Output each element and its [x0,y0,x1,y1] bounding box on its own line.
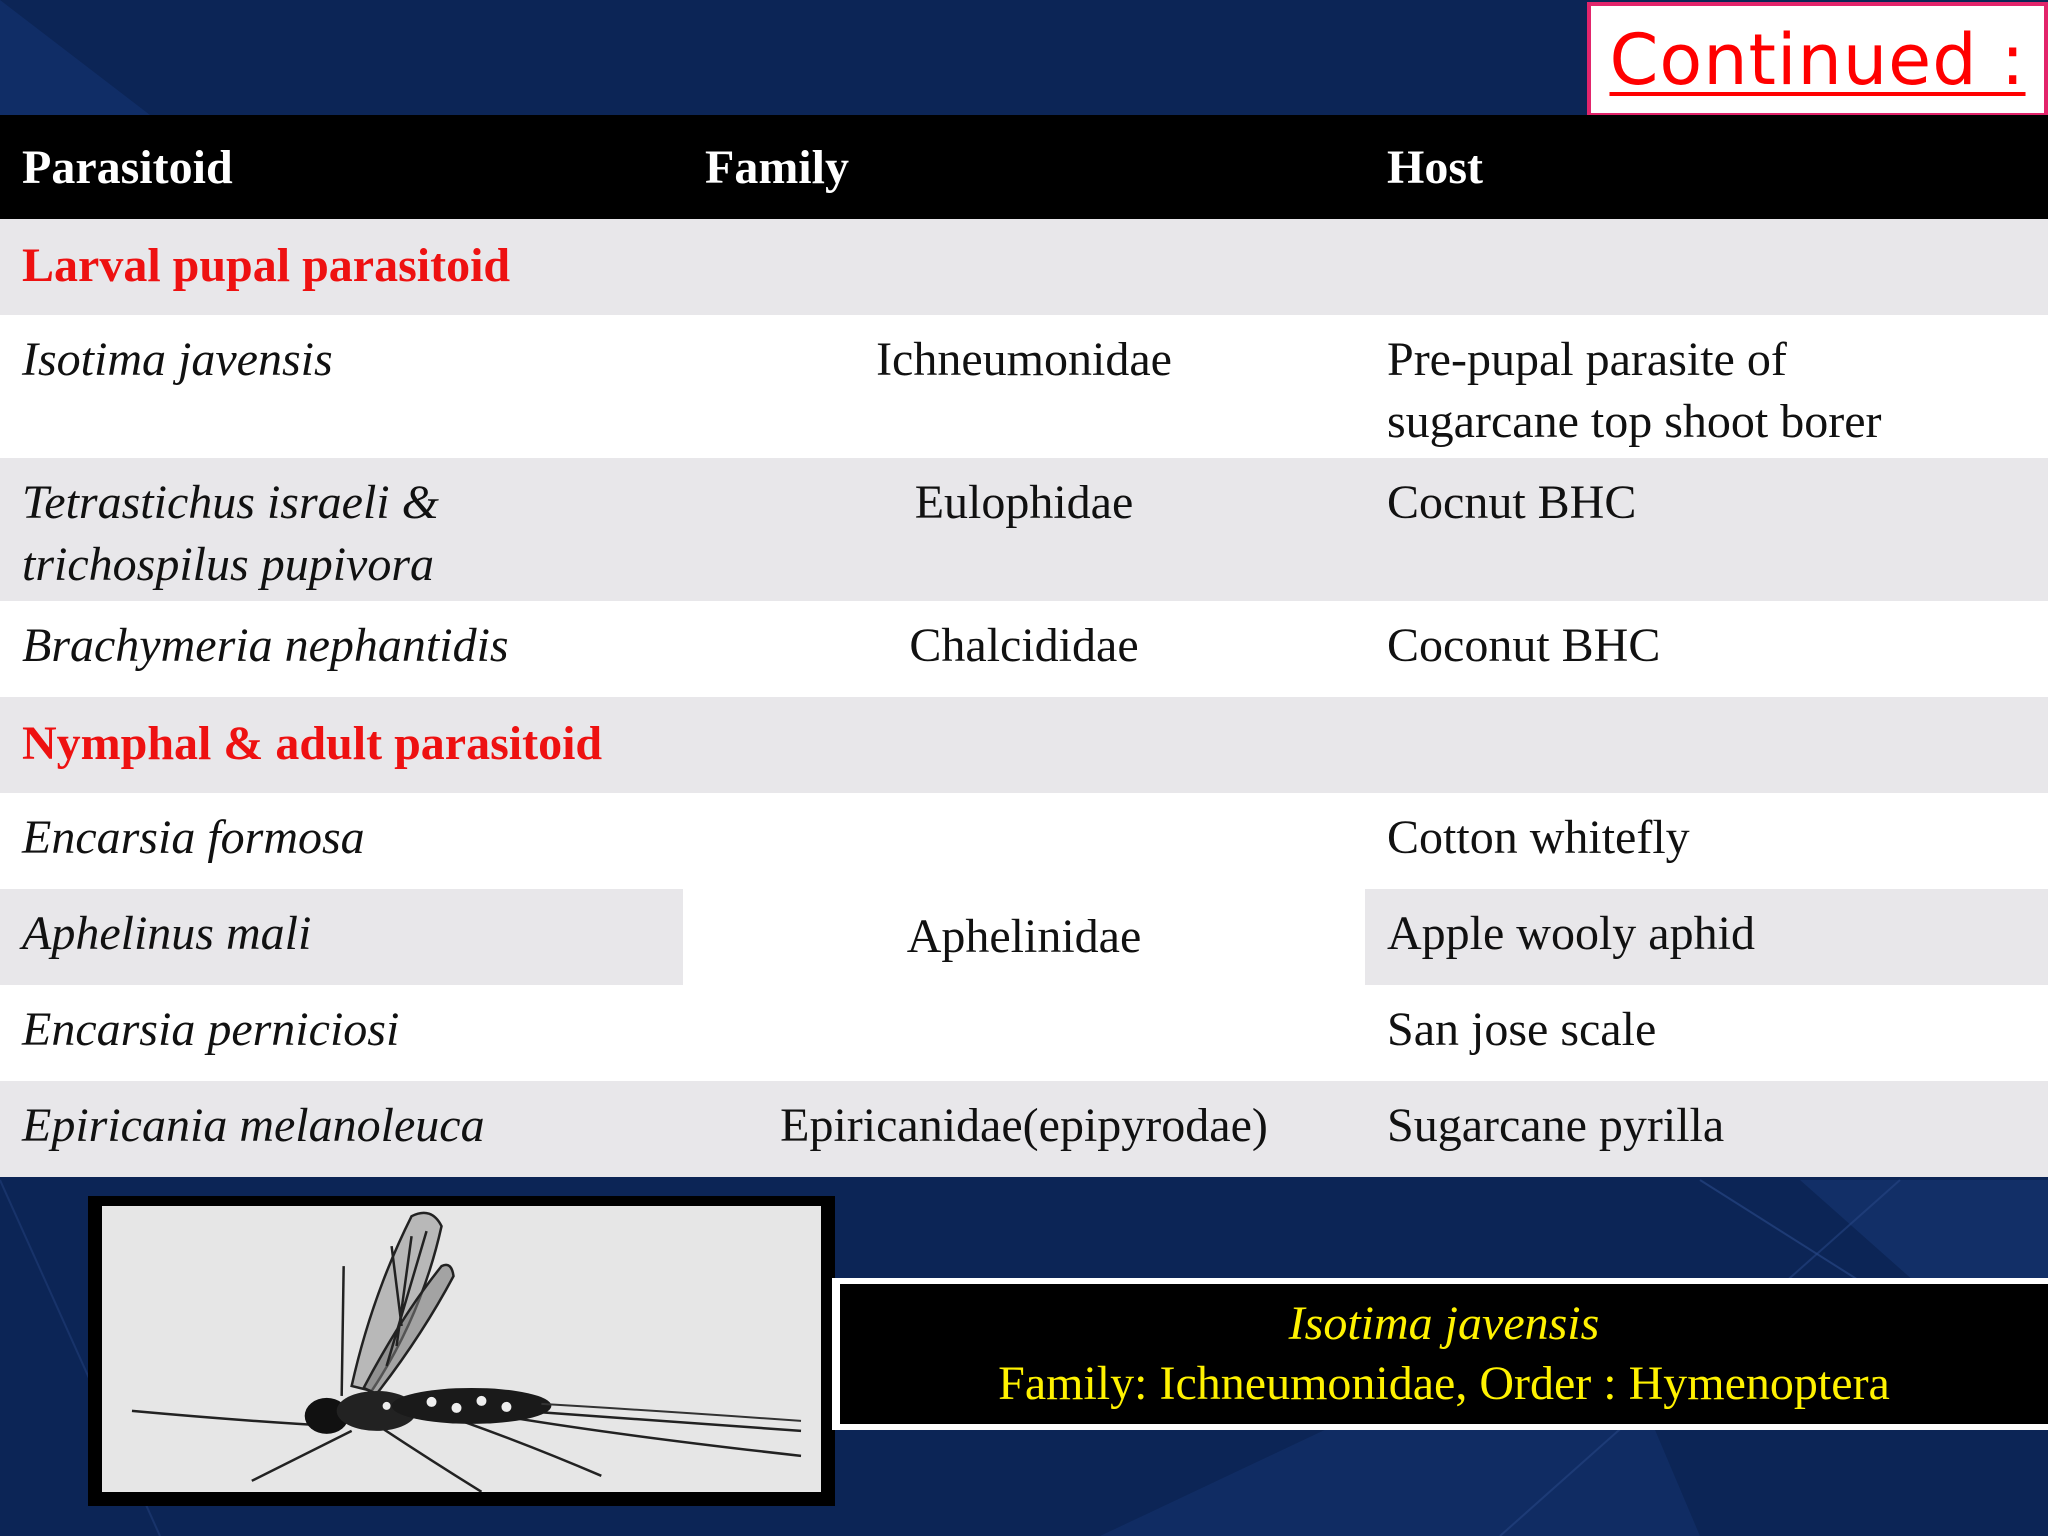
table-row [0,315,2048,458]
table-row [0,1081,2048,1177]
table-header-row [0,115,2048,219]
host-cell: Cocnut BHC [1365,458,2048,601]
host-line: Pre-pupal parasite of [1387,333,1787,386]
host-cell: San jose scale [1365,985,2048,1081]
section-label-larval: Larval pupal parasitoid [0,219,2048,315]
parasitoid-cell [0,458,683,601]
host-cell: Sugarcane pyrilla [1365,1081,2048,1177]
family-cell: Epiricanidae(epipyrodae) [683,1081,1365,1177]
host-cell: Coconut BHC [1365,601,2048,697]
wasp-illustration [102,1206,821,1492]
parasitoid-cell: Epiricania melanoleuca [0,1081,683,1177]
host-cell: Apple wooly aphid [1365,889,2048,985]
header-host: Host [1365,115,2048,219]
parasitoid-cell: Encarsia perniciosi [0,985,683,1081]
parasitoid-cell: Isotima javensis [0,315,683,458]
header-family: Family [683,115,1365,219]
host-cell: Cotton whitefly [1365,793,2048,889]
caption-classification: Family: Ichneumonidae, Order : Hymenoptera [998,1357,1890,1410]
parasitoid-cell: Encarsia formosa [0,793,683,889]
family-cell: Ichneumonidae [683,315,1365,458]
parasitoid-table [0,115,2048,1177]
section-row-nymphal [0,697,2048,793]
section-label-nymphal: Nymphal & adult parasitoid [0,697,2048,793]
host-cell [1365,315,2048,458]
header-parasitoid: Parasitoid [0,115,683,219]
table-row [0,601,2048,697]
caption-box [832,1278,2048,1430]
parasitoid-cell: Brachymeria nephantidis [0,601,683,697]
table-row [0,793,2048,889]
section-row-larval [0,219,2048,315]
family-cell: Eulophidae [683,458,1365,601]
caption-species: Isotima javensis [1288,1297,1600,1350]
host-line: sugarcane top shoot borer [1387,395,1882,448]
table-row [0,458,2048,601]
continued-badge [1587,2,2048,117]
parasitoid-cell: Aphelinus mali [0,889,683,985]
parasitoid-line: Tetrastichus israeli & [22,476,439,529]
parasitoid-line: trichospilus pupivora [22,538,435,591]
family-cell-merged: Aphelinidae [683,793,1365,1081]
wasp-photo [88,1196,835,1506]
continued-text: Continued : [1609,18,2026,101]
family-cell: Chalcididae [683,601,1365,697]
caption-inner [840,1284,2048,1424]
